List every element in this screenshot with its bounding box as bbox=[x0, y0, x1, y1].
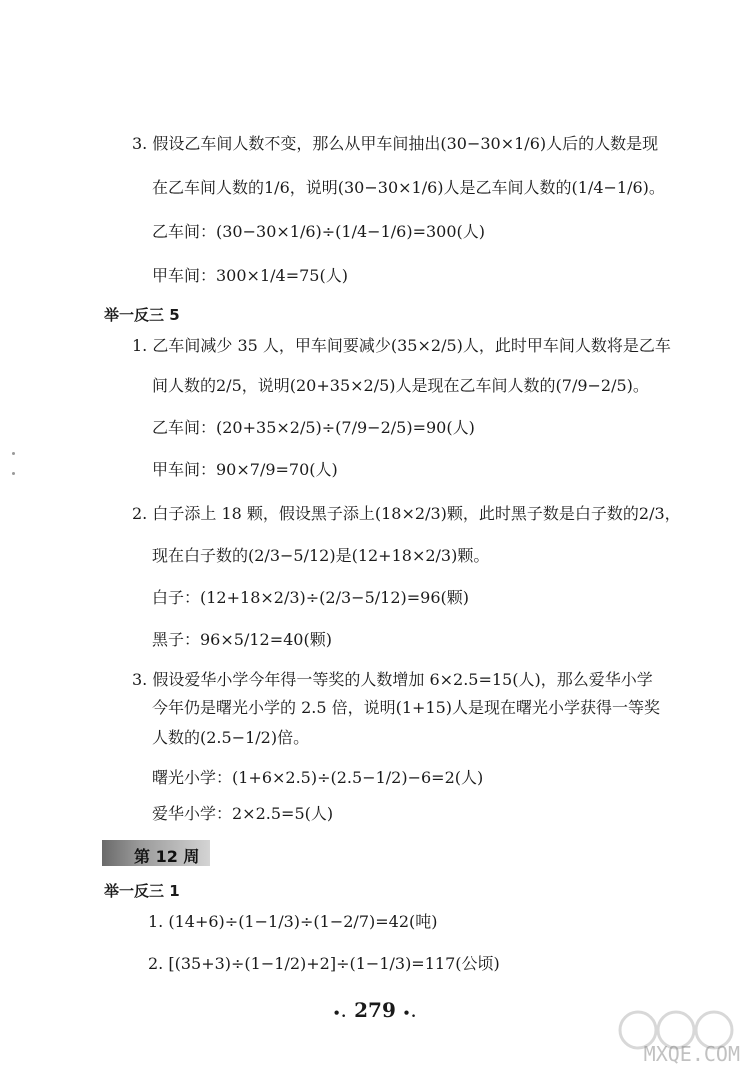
section-heading: 举一反三 5 bbox=[104, 306, 180, 324]
week-header-label: 第 12 周 bbox=[134, 847, 200, 866]
text-line: 今年仍是曙光小学的 2.5 倍，说明(1+15)人是现在曙光小学获得一等奖 bbox=[152, 698, 661, 717]
text-line: 曙光小学：(1+6×2.5)÷(2.5−1/2)−6=2(人) bbox=[152, 768, 484, 787]
text-line: 2. [(35+3)÷(1−1/2)+2]÷(1−1/3)=117(公顷) bbox=[148, 954, 500, 973]
text-line: 间人数的2/5，说明(20+35×2/5)人是现在乙车间人数的(7/9−2/5)。 bbox=[152, 376, 649, 395]
text-line: 1. (14+6)÷(1−1/3)÷(1−2/7)=42(吨) bbox=[148, 912, 438, 931]
watermark-text: MXQE.COM bbox=[643, 1042, 740, 1066]
page-number-value: 279 bbox=[354, 998, 396, 1022]
text-line: 白子：(12+18×2/3)÷(2/3−5/12)=96(颗) bbox=[152, 588, 469, 607]
text-line: 甲车间：90×7/9=70(人) bbox=[152, 460, 338, 479]
text-line: 黑子：96×5/12=40(颗) bbox=[152, 630, 332, 649]
section-heading: 举一反三 1 bbox=[104, 882, 180, 900]
page-number-dots-right: ∙. bbox=[402, 1005, 417, 1021]
scan-speck bbox=[12, 472, 15, 475]
text-line: 现在白子数的(2/3−5/12)是(12+18×2/3)颗。 bbox=[152, 546, 490, 565]
text-line: 乙车间：(20+35×2/5)÷(7/9−2/5)=90(人) bbox=[152, 418, 475, 437]
text-line: 2. 白子添上 18 颗，假设黑子添上(18×2/3)颗，此时黑子数是白子数的2/3， bbox=[132, 504, 681, 523]
text-line: 在乙车间人数的1/6，说明(30−30×1/6)人是乙车间人数的(1/4−1/6)。 bbox=[152, 178, 665, 197]
text-line: 人数的(2.5−1/2)倍。 bbox=[152, 728, 310, 747]
text-line: 3. 假设乙车间人数不变，那么从甲车间抽出(30−30×1/6)人后的人数是现 bbox=[132, 134, 659, 153]
text-line: 甲车间：300×1/4=75(人) bbox=[152, 266, 348, 285]
text-line: 3. 假设爱华小学今年得一等奖的人数增加 6×2.5=15(人)，那么爱华小学 bbox=[132, 670, 653, 689]
scan-speck bbox=[12, 452, 15, 455]
text-line: 1. 乙车间减少 35 人，甲车间要减少(35×2/5)人，此时甲车间人数将是乙车 bbox=[132, 336, 671, 355]
page-number-dots-left: ∙. bbox=[333, 1005, 348, 1021]
text-line: 乙车间：(30−30×1/6)÷(1/4−1/6)=300(人) bbox=[152, 222, 485, 241]
text-line: 爱华小学：2×2.5=5(人) bbox=[152, 804, 334, 823]
